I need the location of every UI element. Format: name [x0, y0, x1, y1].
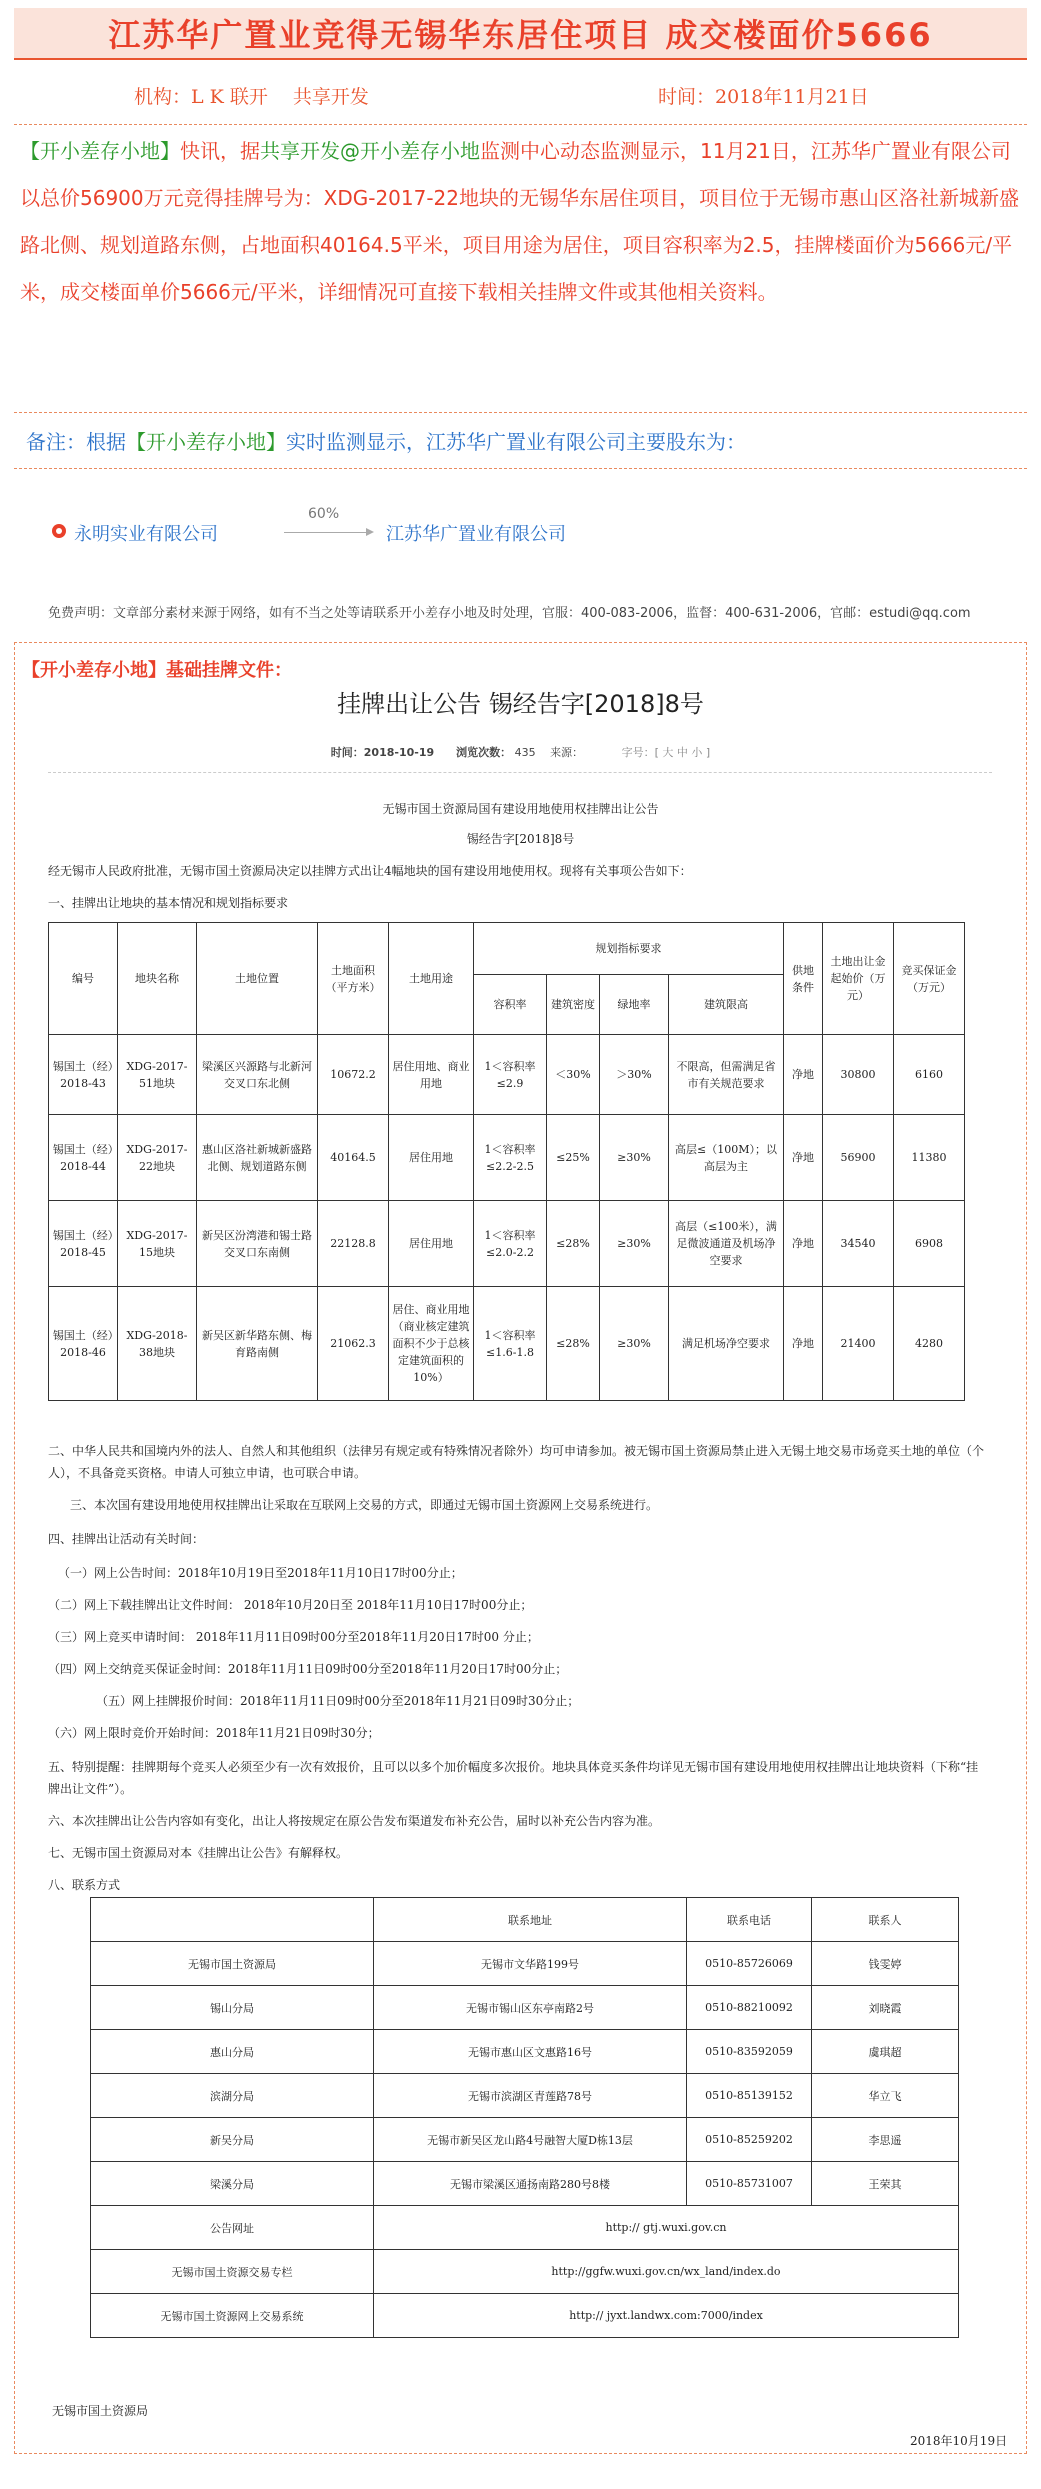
cell: 30800: [823, 1035, 894, 1115]
th-addr: 联系地址: [374, 1898, 687, 1942]
news-paragraph: [20, 128, 1020, 316]
cell: 锡国土（经）2018-43: [49, 1035, 118, 1115]
cell: XDG-2018-38地块: [118, 1287, 197, 1401]
table-row: [91, 2162, 959, 2206]
cell: 虞琪超: [812, 2030, 959, 2074]
cell: ＜30%: [547, 1035, 600, 1115]
cell: XDG-2017-15地块: [118, 1201, 197, 1287]
cell: 0510-85259202: [687, 2118, 812, 2162]
cell: 满足机场净空要求: [669, 1287, 784, 1401]
th-green: 绿地率: [600, 975, 669, 1035]
news-text-2: 监测中心动态监测显示，11月21日，江苏华广置业有限公司以总价56900万元竞得挂牌号为：XDG-2017-22地块的无锡华东居住项目，项目位于无锡市惠山区洛社新城新盛路北侧、规划道路东侧，占地面积40164.5平米，项目用途为居住，项目容积率为2.5，挂牌楼面价为5666元/平米，成交楼面单价5666元/平米，详细情况可直接下载相关挂牌文件或其他相关资料。: [20, 139, 1020, 304]
cell: 梁溪分局: [91, 2162, 374, 2206]
table-row: [91, 2118, 959, 2162]
cell: ≤28%: [547, 1201, 600, 1287]
doc-sec7: 七、无锡市国土资源局对本《挂牌出让公告》有解释权。: [48, 1846, 349, 1860]
link-url[interactable]: http:// jyxt.landwx.com:7000/index: [374, 2294, 959, 2338]
cell: 无锡市滨湖区青莲路78号: [374, 2074, 687, 2118]
th-area: 土地面积（平方米）: [318, 923, 389, 1035]
cell: XDG-2017-22地块: [118, 1115, 197, 1201]
shareholder-to[interactable]: 江苏华广置业有限公司: [386, 524, 566, 545]
cell: 无锡市梁溪区通扬南路280号8楼: [374, 2162, 687, 2206]
divider: [14, 412, 1027, 413]
cell: 1＜容积率≤2.0-2.2: [474, 1201, 547, 1287]
doc-date: 2018年10月19日: [910, 2434, 1008, 2448]
parcel-table-wrap: [48, 922, 992, 1402]
cell: 王荣其: [812, 2162, 959, 2206]
cell: 无锡市锡山区东亭南路2号: [374, 1986, 687, 2030]
cell: 净地: [784, 1201, 823, 1287]
cell: 无锡市惠山区文惠路16号: [374, 2030, 687, 2074]
cell: 1＜容积率≤1.6-1.8: [474, 1287, 547, 1401]
doc-source: 来源：: [550, 746, 578, 759]
doc-t3: （三）网上竞买申请时间： 2018年11月11日09时00分至2018年11月20日17时00 分止；: [48, 1630, 539, 1644]
cell: 华立飞: [812, 2074, 959, 2118]
cell: 新吴区新华路东侧、梅育路南侧: [197, 1287, 318, 1401]
cell: 滨湖分局: [91, 2074, 374, 2118]
doc-t1: （一）网上公告时间：2018年10月19日至2018年11月10日17时00分止；: [58, 1566, 463, 1580]
cell: 0510-85139152: [687, 2074, 812, 2118]
cell: 0510-83592059: [687, 2030, 812, 2074]
table-row: [91, 2206, 959, 2250]
table-row: [91, 2294, 959, 2338]
cell: 0510-85726069: [687, 1942, 812, 1986]
cell: 居住用地: [389, 1201, 474, 1287]
cell: 0510-85731007: [687, 2162, 812, 2206]
doc-views-label: 浏览次数：: [456, 746, 512, 759]
cell: 0510-88210092: [687, 1986, 812, 2030]
cell: 高层（≤100米），满足微波通道及机场净空要求: [669, 1201, 784, 1287]
cell: 净地: [784, 1035, 823, 1115]
cell: 锡山分局: [91, 1986, 374, 2030]
cell: 梁溪区兴源路与北新河交叉口东北侧: [197, 1035, 318, 1115]
doc-sec1: 一、挂牌出让地块的基本情况和规划指标要求: [48, 896, 289, 910]
contact-table: [90, 1897, 959, 2338]
cell: ≤28%: [547, 1287, 600, 1401]
cell: 新吴分局: [91, 2118, 374, 2162]
table-row: [49, 1115, 965, 1201]
th-height: 建筑限高: [669, 975, 784, 1035]
cell: 新吴区汾湾港和锡士路交叉口东南侧: [197, 1201, 318, 1287]
doc-sec8: 八、联系方式: [48, 1878, 121, 1892]
table-row: [91, 1942, 959, 1986]
th-tel: 联系电话: [687, 1898, 812, 1942]
table-row: [49, 1201, 965, 1287]
cell: 无锡市新吴区龙山路4号融智大厦D栋13层: [374, 2118, 687, 2162]
th-deposit: 竞买保证金（万元）: [894, 923, 965, 1035]
cell: 居住用地、商业用地: [389, 1035, 474, 1115]
doc-sec4: 四、挂牌出让活动有关时间：: [48, 1532, 205, 1546]
cell: ≥30%: [600, 1115, 669, 1201]
th-density: 建筑密度: [547, 975, 600, 1035]
font-size-control[interactable]: 字号：[ 大 中 小 ]: [621, 746, 711, 759]
cell: XDG-2017-51地块: [118, 1035, 197, 1115]
arrow-right-icon: [284, 532, 372, 533]
doc-divider: [48, 772, 992, 773]
th-supply: 供地条件: [784, 923, 823, 1035]
note: [26, 426, 746, 455]
cell: 居住、商业用地（商业核定建筑面积不少于总核定建筑面积的10%）: [389, 1287, 474, 1401]
cell: 4280: [894, 1287, 965, 1401]
brand-tag-2: 共享开发@开小差存小地: [260, 139, 480, 163]
table-row: [91, 1986, 959, 2030]
doc-time: 时间：2018-10-19: [330, 746, 435, 759]
time-label: 时间：2018年11月21日: [658, 86, 869, 108]
cell: 无锡市国土资源网上交易系统: [91, 2294, 374, 2338]
news-text: 快讯，据: [180, 139, 260, 163]
cell: 无锡市国土资源局: [91, 1942, 374, 1986]
cell: 6908: [894, 1201, 965, 1287]
cell: 1＜容积率≤2.2-2.5: [474, 1115, 547, 1201]
doc-sec5: 五、特别提醒：挂牌期每个竞买人必须至少有一次有效报价，且可以以多个加价幅度多次报价。地块具体竞买条件均详见无锡市国有建设用地使用权挂牌出让地块资料（下称“挂牌出让文件”）。: [48, 1760, 979, 1796]
doc-subinfo: [0, 744, 1041, 760]
cell: 锡国土（经）2018-45: [49, 1201, 118, 1287]
doc-views: 435: [514, 746, 536, 759]
table-row: [91, 2074, 959, 2118]
cell: 惠山分局: [91, 2030, 374, 2074]
shareholder-from[interactable]: 永明实业有限公司: [74, 524, 218, 545]
th-no: 编号: [49, 923, 118, 1035]
link-url[interactable]: http:// gtj.wuxi.gov.cn: [374, 2206, 959, 2250]
cell: 1＜容积率≤2.9: [474, 1035, 547, 1115]
cell: ≤25%: [547, 1115, 600, 1201]
page-title: 江苏华广置业竞得无锡华东居住项目 成交楼面价5666: [108, 16, 933, 54]
org-label: 机构：L K 联开 共享开发: [134, 86, 369, 108]
divider-2: [14, 468, 1027, 469]
table-row: [91, 2250, 959, 2294]
doc-t4: （四）网上交纳竞买保证金时间：2018年11月11日09时00分至2018年11月20日17时00分止；: [48, 1662, 568, 1676]
link-url[interactable]: http://ggfw.wuxi.gov.cn/wx_land/index.do: [374, 2250, 959, 2294]
cell: 惠山区洛社新城新盛路北侧、规划道路东侧: [197, 1115, 318, 1201]
cell: 11380: [894, 1115, 965, 1201]
th-org: [91, 1898, 374, 1942]
disclaimer: 免费声明：文章部分素材来源于网络，如有不当之处等请联系开小差存小地及时处理，官服：400-083-2006，监督：400-631-2006，官邮：estudi@qq.com: [48, 606, 971, 621]
doc-sec6: 六、本次挂牌出让公告内容如有变化，出让人将按规定在原公告发布渠道发布补充公告，届时以补充公告内容为准。: [48, 1814, 661, 1828]
cell: 净地: [784, 1287, 823, 1401]
cell: 锡国土（经）2018-44: [49, 1115, 118, 1201]
meta-row: [14, 66, 1027, 125]
note-c: 实时监测显示，江苏华广置业有限公司主要股东为：: [286, 430, 746, 454]
cell: 居住用地: [389, 1115, 474, 1201]
cell: 刘晓霞: [812, 1986, 959, 2030]
cell: 22128.8: [318, 1201, 389, 1287]
cell: 6160: [894, 1035, 965, 1115]
cell: 不限高，但需满足省市有关规范要求: [669, 1035, 784, 1115]
th-plan: 规划指标要求: [474, 923, 784, 975]
cell: 高层≤（100M）；以高层为主: [669, 1115, 784, 1201]
doc-t5: （五）网上挂牌报价时间：2018年11月11日09时00分至2018年11月21日09时30分止；: [96, 1694, 580, 1708]
cell: 净地: [784, 1115, 823, 1201]
table-row: [91, 2030, 959, 2074]
note-brand: 【开小差存小地】: [126, 430, 286, 454]
brand-tag: 【开小差存小地】: [20, 139, 180, 163]
share-percent: 60%: [308, 506, 340, 522]
cell: ＞30%: [600, 1035, 669, 1115]
cell: 李思遥: [812, 2118, 959, 2162]
shareholder-diagram: [52, 506, 652, 546]
cell: 锡国土（经）2018-46: [49, 1287, 118, 1401]
cell: 10672.2: [318, 1035, 389, 1115]
doc-title: 挂牌出让公告 锡经告字[2018]8号: [337, 690, 704, 718]
cell: 无锡市国土资源交易专栏: [91, 2250, 374, 2294]
cell: ≥30%: [600, 1201, 669, 1287]
note-a: 备注：根据: [26, 430, 126, 454]
th-far: 容积率: [474, 975, 547, 1035]
doc-heading: 无锡市国土资源局国有建设用地使用权挂牌出让公告: [382, 802, 659, 816]
title-banner: [14, 8, 1027, 60]
th-use: 土地用途: [389, 923, 474, 1035]
doc-label: 【开小差存小地】基础挂牌文件：: [22, 660, 292, 681]
cell: 56900: [823, 1115, 894, 1201]
cell: 无锡市文华路199号: [374, 1942, 687, 1986]
cell: 34540: [823, 1201, 894, 1287]
doc-t6: （六）网上限时竞价开始时间：2018年11月21日09时30分；: [48, 1726, 380, 1740]
doc-sec2: 二、中华人民共和国境内外的法人、自然人和其他组织（法律另有规定或有特殊情况者除外）均可申请参加。被无锡市国土资源局禁止进入无锡土地交易市场竞买土地的单位（个人），不具备竞买资格。申请人可独立申请，也可联合申请。: [48, 1444, 985, 1480]
table-row: [49, 1287, 965, 1401]
th-person: 联系人: [812, 1898, 959, 1942]
table-row: [49, 1035, 965, 1115]
doc-sign: 无锡市国土资源局: [52, 2404, 149, 2418]
cell: 公告网址: [91, 2206, 374, 2250]
cell: 40164.5: [318, 1115, 389, 1201]
doc-intro: 经无锡市人民政府批准，无锡市国土资源局决定以挂牌方式出让4幅地块的国有建设用地使用权。现将有关事项公告如下：: [48, 864, 692, 878]
th-loc: 土地位置: [197, 923, 318, 1035]
doc-heading-2: 锡经告字[2018]8号: [466, 832, 575, 846]
th-start: 土地出让金起始价（万元）: [823, 923, 894, 1035]
doc-sec3: 三、本次国有建设用地使用权挂牌出让采取在互联网上交易的方式，即通过无锡市国土资源网上交易系统进行。: [70, 1498, 659, 1512]
doc-t2: （二）网上下载挂牌出让文件时间： 2018年10月20日至 2018年11月10日17时00分止；: [48, 1598, 533, 1612]
cell: 21062.3: [318, 1287, 389, 1401]
company-icon: [52, 524, 66, 538]
cell: 钱雯婷: [812, 1942, 959, 1986]
cell: ≥30%: [600, 1287, 669, 1401]
parcel-table: [48, 922, 965, 1401]
th-name: 地块名称: [118, 923, 197, 1035]
cell: 21400: [823, 1287, 894, 1401]
